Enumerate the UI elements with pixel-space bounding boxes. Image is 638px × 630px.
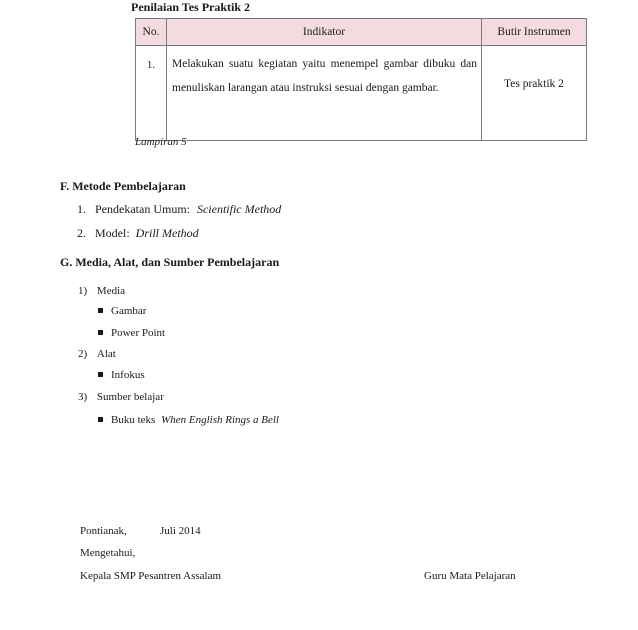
item-number: 1. [77,202,86,216]
list-item [78,391,164,403]
bullet-item: Power Point [98,327,165,339]
bullet-icon [98,330,103,335]
list-item [78,348,116,360]
section-g-heading: G. Media, Alat, dan Sumber Pembelajaran [60,255,280,269]
cell-indikator: Melakukan suatu kegiatan yaitu menempel gambar dibuku dan menuliskan larangan atau instruksi sesuai dengan gambar. [167,46,482,141]
item-label: Sumber belajar [96,391,164,403]
section-f-heading: F. Metode Pembelajaran [60,179,186,193]
table-caption: Lampiran 5 [135,136,187,148]
assessment-title: Penilaian Tes Praktik 2 [131,0,251,14]
item-label: Alat [96,348,116,360]
bullet-item: Gambar [98,305,146,317]
header-butir-instrumen: Butir Instrumen [482,19,587,46]
signature-place: Pontianak, [80,525,127,537]
bullet-item: Infokus [98,369,145,381]
item-number: 2. [77,226,86,240]
item-label: Media [96,285,126,297]
header-no: No. [136,19,167,46]
item-value: Scientific Method [196,202,282,216]
bullet-icon [98,417,103,422]
item-number: 3) [78,391,88,403]
signature-acknowledged: Mengetahui, [80,547,136,559]
item-label: Model: [95,226,130,240]
bullet-item: Buku teks When English Rings a Bell [98,414,279,426]
signature-left-role: Kepala SMP Pesantren Assalam [80,570,222,582]
item-number: 1) [78,285,88,297]
assessment-table [135,18,587,141]
item-number: 2) [78,348,88,360]
cell-butir: Tes praktik 2 [482,46,587,141]
table-row [136,46,587,141]
signature-date: Juli 2014 [160,525,201,537]
list-item [78,285,125,297]
table-header-row [136,19,587,46]
header-indikator: Indikator [167,19,482,46]
bullet-icon [98,308,103,313]
cell-no: 1. [136,46,167,141]
item-label: Pendekatan Umum: [95,202,190,216]
bullet-icon [98,372,103,377]
list-item [77,202,281,217]
item-value: Drill Method [135,226,199,240]
signature-right-role: Guru Mata Pelajaran [424,570,516,582]
list-item [77,226,199,241]
